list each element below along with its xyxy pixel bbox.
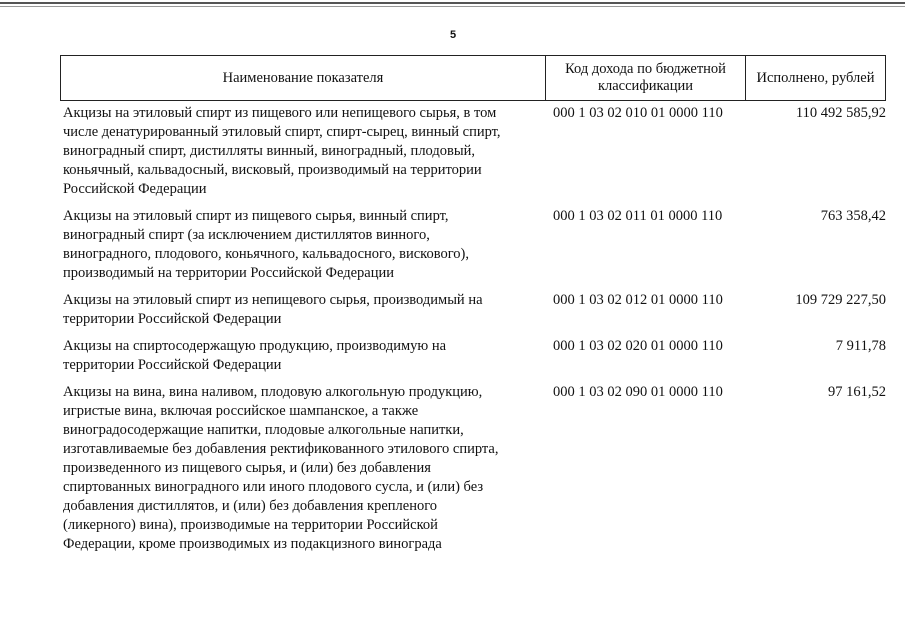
name-line: Федерации, кроме производимых из подакцизного винограда: [63, 536, 442, 552]
row-executed-amount: 7 911,78: [835, 338, 886, 354]
name-line: добавления дистиллятов, и (или) без добавления крепленого: [63, 498, 438, 514]
row-budget-code: 000 1 03 02 011 01 0000 110: [553, 208, 723, 224]
row-budget-code: 000 1 03 02 090 01 0000 110: [553, 384, 723, 400]
name-line: (ликерного) вина), производимые на территории Российской: [63, 517, 438, 533]
name-line: игристые вина, включая российское шампанское, а также: [63, 403, 419, 419]
top-border-line: [0, 2, 905, 4]
name-line: Акцизы на этиловый спирт из непищевого сырья, производимый на: [63, 292, 483, 308]
table-row: [63, 383, 886, 554]
name-line: произведенного из пищевого сырья, и (или) без добавления: [63, 460, 431, 476]
name-line: изготавливаемые без добавления ректификованного этилового спирта,: [63, 441, 499, 457]
row-indicator-name: [63, 291, 548, 329]
header-indicator-name: Наименование показателя: [61, 56, 546, 100]
name-line: числе денатурированный этиловый спирт, спирт-сырец, винный спирт,: [63, 124, 501, 140]
row-indicator-name: [63, 104, 548, 199]
row-budget-code: 000 1 03 02 010 01 0000 110: [553, 105, 723, 121]
name-line: Акцизы на этиловый спирт из пищевого или непищевого сырья, в том: [63, 105, 497, 121]
name-line: Акцизы на этиловый спирт из пищевого сырья, винный спирт,: [63, 208, 449, 224]
name-line: Акцизы на спиртосодержащую продукцию, производимую на: [63, 338, 447, 354]
table-header: [60, 55, 886, 101]
row-indicator-name: [63, 337, 548, 375]
name-line: производимый на территории Российской Федерации: [63, 265, 394, 281]
header-budget-code: Код дохода по бюджетной классификации: [546, 56, 746, 100]
row-indicator-name: [63, 207, 548, 283]
name-line: виноградосодержащие напитки, плодовые алкогольные напитки,: [63, 422, 464, 438]
top-border-line-thin: [0, 6, 905, 7]
table-body: [63, 104, 886, 562]
row-indicator-name: [63, 383, 548, 554]
row-budget-code: 000 1 03 02 020 01 0000 110: [553, 338, 723, 354]
table-row: [63, 104, 886, 199]
row-executed-amount: 97 161,52: [828, 384, 886, 400]
row-executed-amount: 763 358,42: [820, 208, 886, 224]
table-row: [63, 337, 886, 375]
name-line: коньячный, кальвадосный, висковый, производимый на территории: [63, 162, 482, 178]
name-line: виноградный спирт (за исключением дистиллятов винного,: [63, 227, 430, 243]
row-executed-amount: 109 729 227,50: [795, 292, 886, 308]
name-line: спиртованных виноградного или иного плодового сусла, и (или) без: [63, 479, 484, 495]
table-row: [63, 291, 886, 329]
name-line: Акцизы на вина, вина наливом, плодовую алкогольную продукцию,: [63, 384, 483, 400]
name-line: виноградного, плодового, коньячного, кальвадосного, вискового),: [63, 246, 469, 262]
page-number: 5: [450, 29, 457, 41]
header-executed-amount: Исполнено, рублей: [756, 69, 875, 86]
name-line: территории Российской Федерации: [63, 311, 282, 327]
name-line: территории Российской Федерации: [63, 357, 282, 373]
name-line: виноградный спирт, дистилляты винный, виноградный, плодовый,: [63, 143, 475, 159]
row-executed-amount: 110 492 585,92: [795, 105, 886, 121]
row-budget-code: 000 1 03 02 012 01 0000 110: [553, 292, 723, 308]
table-row: [63, 207, 886, 283]
name-line: Российской Федерации: [63, 181, 207, 197]
